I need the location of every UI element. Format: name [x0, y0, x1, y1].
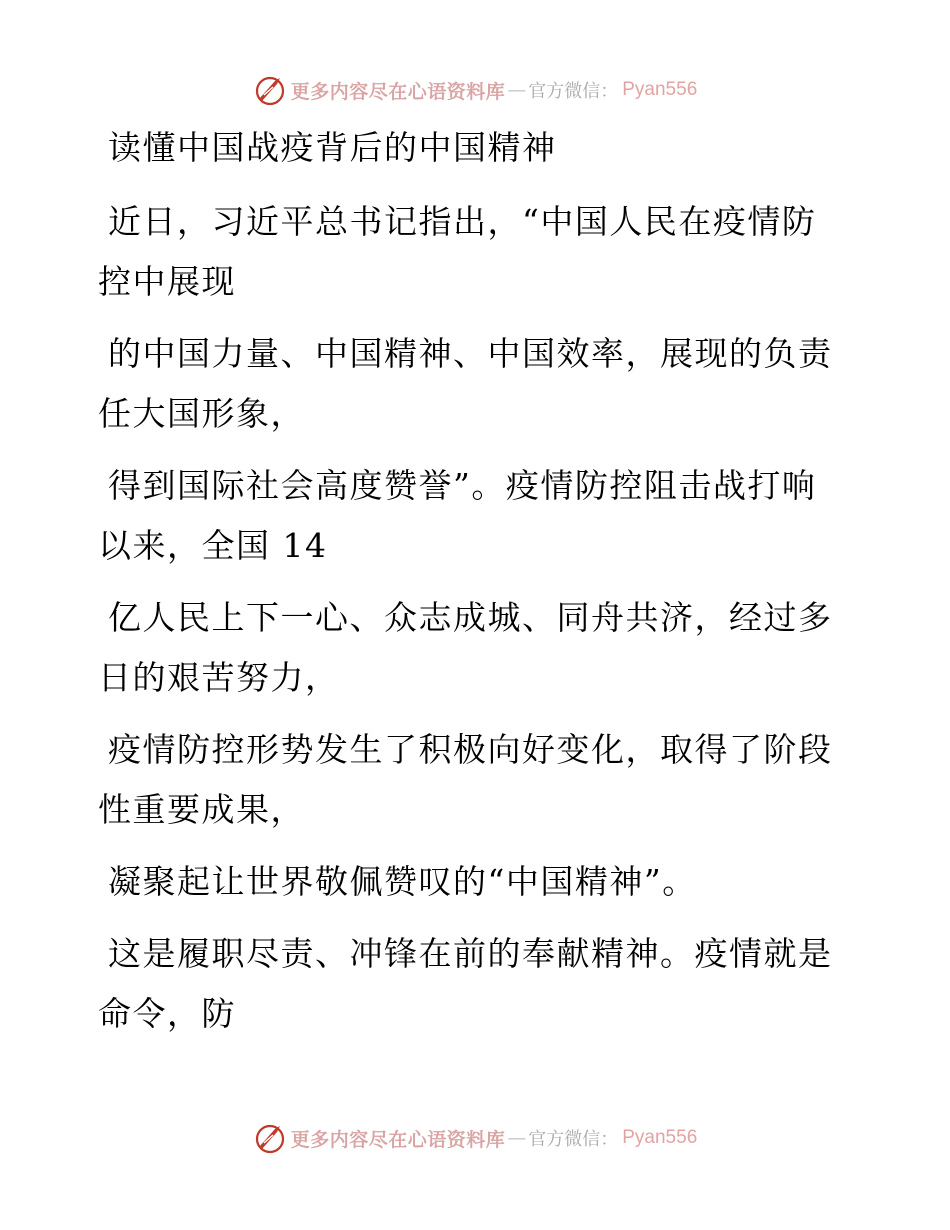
document-body: [98, 118, 838, 1056]
paragraph: 近日，习近平总书记指出，“中国人民在疫情防控中展现: [98, 202, 817, 301]
paragraph: 这是履职尽责、冲锋在前的奉献精神。疫情就是命令，防: [98, 934, 833, 1033]
footer-banner: [0, 1118, 950, 1158]
header-wechat-label: 官方微信：: [528, 81, 619, 102]
footer-wechat-label: 官方微信：: [528, 1129, 619, 1150]
paragraph: 得到国际社会高度赞誉”。疫情防控阻击战打响以来，全国 14: [98, 466, 817, 565]
quill-pen-logo-icon: [253, 73, 287, 107]
footer-wechat-id: Pyan556: [622, 1127, 698, 1148]
document-title: 读懂中国战疫背后的中国精神: [108, 128, 557, 167]
paragraph: 的中国力量、中国精神、中国效率，展现的负责任大国形象，: [98, 334, 833, 433]
header-banner-dash: —: [507, 79, 527, 101]
footer-banner-dash: —: [507, 1127, 527, 1149]
header-wechat-id: Pyan556: [622, 79, 698, 100]
paragraph: 凝聚起让世界敬佩赞叹的“中国精神”。: [108, 862, 697, 901]
footer-banner-text: 更多内容尽在心语资料库: [290, 1128, 506, 1151]
paragraph: 亿人民上下一心、众志成城、同舟共济，经过多日的艰苦努力，: [98, 598, 833, 697]
header-banner: [0, 70, 950, 110]
paragraph: 疫情防控形势发生了积极向好变化，取得了阶段性重要成果，: [98, 730, 833, 829]
quill-pen-logo-icon: [253, 1121, 287, 1155]
header-banner-text: 更多内容尽在心语资料库: [290, 80, 506, 103]
